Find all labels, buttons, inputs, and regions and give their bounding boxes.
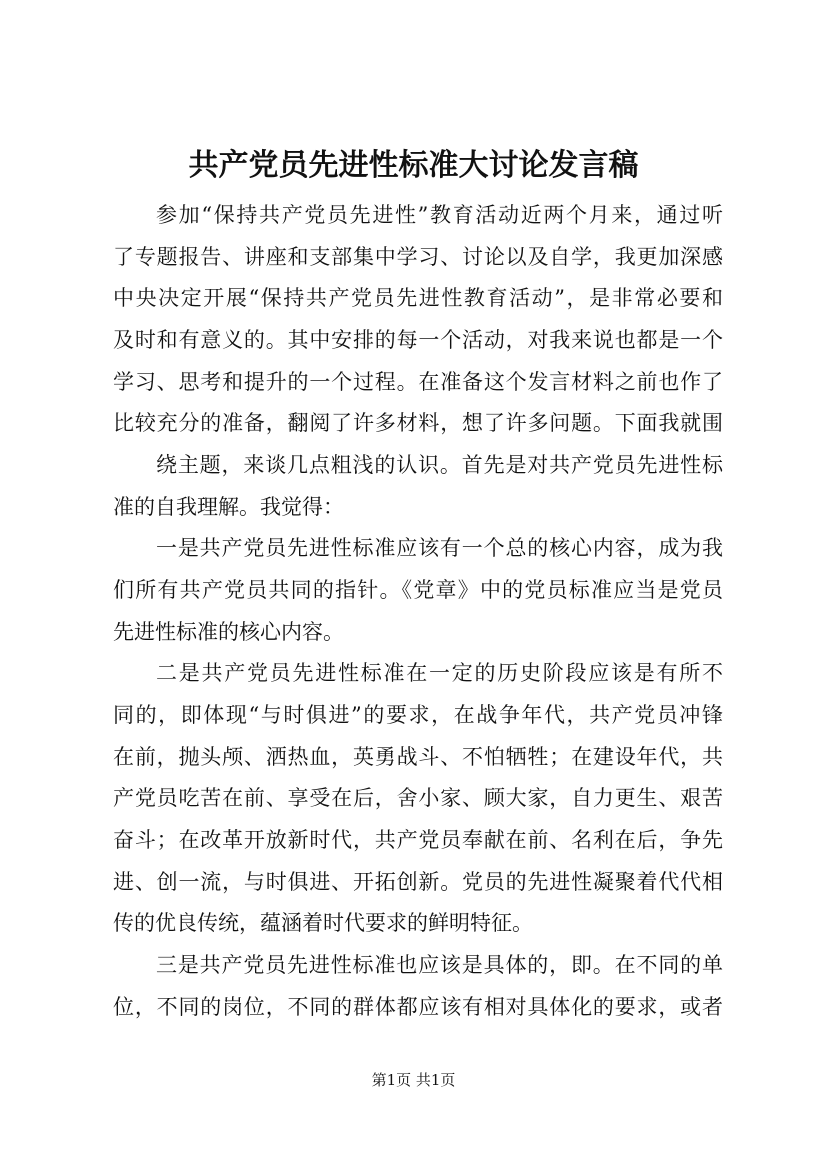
body-line: 在前，抛头颅、洒热血，英勇战斗、不怕牺牲；在建设年代，共 [113, 745, 723, 769]
page-footer: 第1页 共1页 [371, 1071, 456, 1089]
body-line: 奋斗；在改革开放新时代，共产党员奉献在前、名利在后，争先 [113, 828, 723, 852]
body-line: 先进性标准的核心内容。 [113, 620, 344, 644]
body-line: 产党员吃苦在前、享受在后，舍小家、顾大家，自力更生、艰苦 [113, 786, 723, 810]
body-line: 二是共产党员先进性标准在一定的历史阶段应该是有所不 [156, 661, 723, 685]
body-line: 三是共产党员先进性标准也应该是具体的，即。在不同的单 [156, 953, 723, 977]
body-line: 们所有共产党员共同的指针。《党章》中的党员标准应当是党员 [113, 578, 723, 602]
body-line: 及时和有意义的。其中安排的每一个活动，对我来说也都是一个 [113, 328, 723, 352]
document-title: 共产党员先进性标准大讨论发言稿 [188, 148, 639, 183]
body-line: 传的优良传统，蕴涵着时代要求的鲜明特征。 [113, 911, 533, 935]
body-line: 学习、思考和提升的一个过程。在准备这个发言材料之前也作了 [113, 370, 723, 394]
body-line: 一是共产党员先进性标准应该有一个总的核心内容，成为我 [156, 536, 723, 560]
body-line: 准的自我理解。我觉得： [113, 495, 344, 519]
body-line: 了专题报告、讲座和支部集中学习、讨论以及自学，我更加深感 [113, 245, 723, 269]
body-line: 绕主题，来谈几点粗浅的认识。首先是对共产党员先进性标 [156, 453, 723, 477]
body-line: 中央决定开展“保持共产党员先进性教育活动”，是非常必要和 [113, 286, 723, 310]
body-line: 进、创一流，与时俱进、开拓创新。党员的先进性凝聚着代代相 [113, 870, 723, 894]
body-line: 参加“保持共产党员先进性”教育活动近两个月来，通过听 [156, 203, 723, 227]
body-line: 位，不同的岗位，不同的群体都应该有相对具体化的要求，或者 [113, 995, 723, 1019]
body-line: 同的，即体现“与时俱进”的要求，在战争年代，共产党员冲锋 [113, 703, 723, 727]
body-line: 比较充分的准备，翻阅了许多材料，想了许多问题。下面我就围 [113, 411, 723, 435]
